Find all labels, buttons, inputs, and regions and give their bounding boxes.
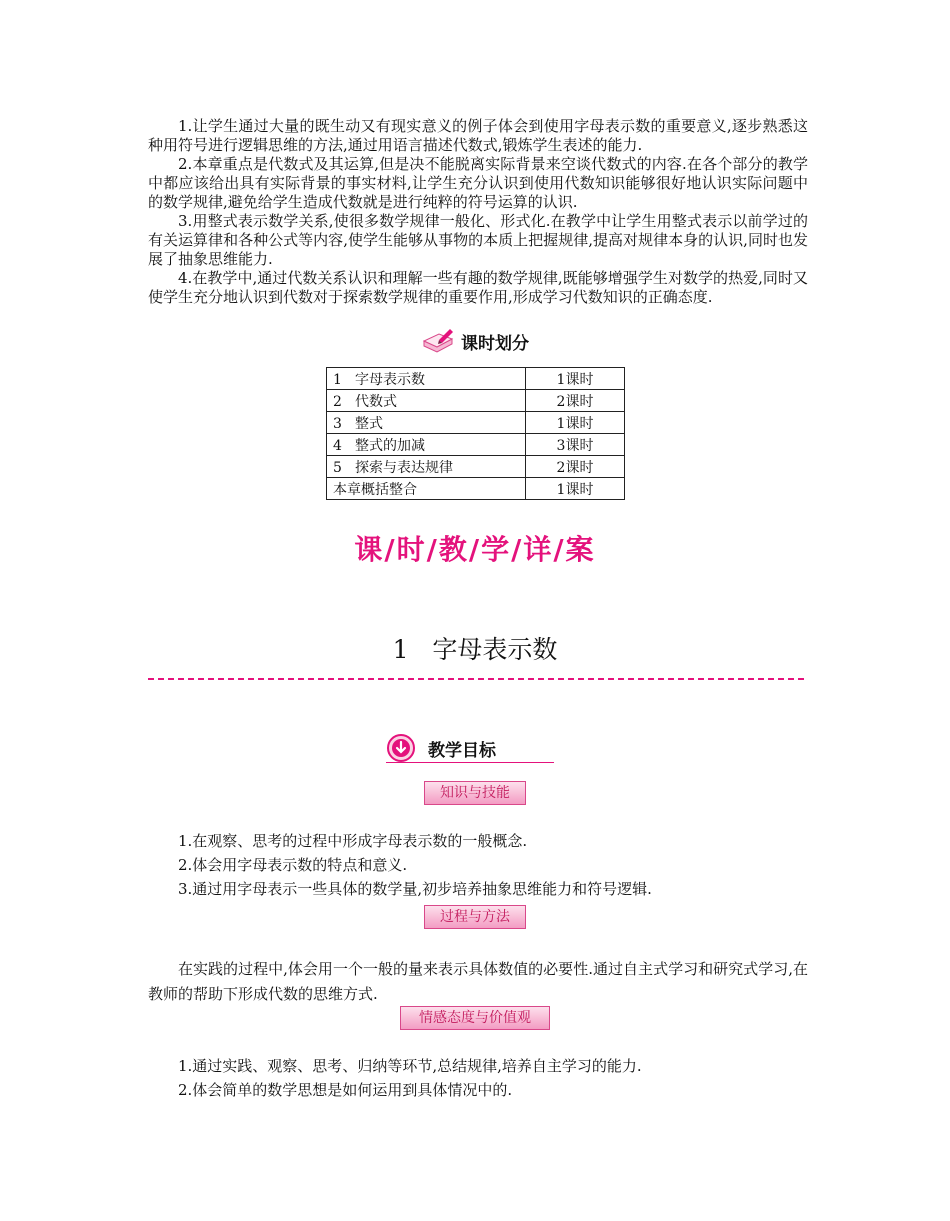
knowledge-skills-tag: 知识与技能: [424, 781, 526, 805]
intro-paragraph: 4.在教学中,通过代数关系认识和理解一些有趣的数学规律,既能够增强学生对数学的热爱,同时又使学生充分地认识到代数对于探索数学规律的重要作用,形成学习代数知识的正确态度.: [148, 269, 808, 306]
lesson-number: 1: [392, 635, 409, 664]
row-hours: 3课时: [526, 434, 625, 456]
emotion-list: [148, 1054, 808, 1102]
table-row: [327, 368, 625, 390]
process-text: [148, 957, 808, 1007]
intro-section: [148, 117, 808, 307]
lesson-plan-banner: 课/时/教/学/详/案: [354, 533, 596, 566]
arrow-down-circle-icon: [386, 733, 416, 763]
row-topic: 本章概括整合: [333, 481, 417, 498]
row-number: 2: [333, 393, 342, 410]
row-hours: 2课时: [526, 456, 625, 478]
book-pencil-icon: [421, 327, 455, 355]
list-item: 2.体会简单的数学思想是如何运用到具体情况中的.: [178, 1081, 513, 1099]
row-topic: 探索与表达规律: [355, 459, 453, 476]
row-hours: 1课时: [526, 412, 625, 434]
table-row: [327, 434, 625, 456]
row-number: 4: [333, 437, 342, 454]
schedule-heading: [0, 327, 950, 355]
process-method-tag: 过程与方法: [424, 905, 526, 929]
list-item: 1.通过实践、观察、思考、归纳等环节,总结规律,培养自主学习的能力.: [178, 1057, 642, 1075]
intro-paragraph: 1.让学生通过大量的既生动又有现实意义的例子体会到使用字母表示数的重要意义,逐步熟悉这种用符号进行逻辑思维的方法,通过用语言描述代数式,锻炼学生表述的能力.: [148, 117, 808, 154]
row-number: 1: [333, 371, 342, 388]
dashed-divider: [148, 678, 804, 680]
schedule-table: [326, 367, 625, 500]
goals-heading-text: 教学目标: [428, 741, 496, 761]
intro-paragraph: 2.本章重点是代数式及其运算,但是决不能脱离实际背景来空谈代数式的内容.在各个部分的教学中都应该给出具有实际背景的事实材料,让学生充分认识到使用代数知识能够很好地认识实际问题中的数学规律,避免给学生造成代数就是进行纯粹的符号运算的认识.: [148, 155, 808, 211]
paragraph: 在实践的过程中,体会用一个一般的量来表示具体数值的必要性.通过自主式学习和研究式学习,在教师的帮助下形成代数的思维方式.: [148, 960, 808, 1003]
row-hours: 1课时: [526, 368, 625, 390]
lesson-name: 字母表示数: [432, 635, 558, 664]
list-item: 2.体会用字母表示数的特点和意义.: [178, 856, 408, 874]
table-row: [327, 478, 625, 500]
row-topic: 整式的加减: [355, 437, 425, 454]
row-topic: 字母表示数: [355, 371, 425, 388]
schedule-heading-text: 课时划分: [461, 333, 529, 354]
knowledge-list: [148, 829, 808, 901]
list-item: 1.在观察、思考的过程中形成字母表示数的一般概念.: [178, 832, 528, 850]
row-hours: 2课时: [526, 390, 625, 412]
table-row: [327, 412, 625, 434]
table-row: [327, 390, 625, 412]
row-hours: 1课时: [526, 478, 625, 500]
row-number: 3: [333, 415, 342, 432]
row-topic: 整式: [355, 415, 383, 432]
intro-paragraph: 3.用整式表示数学关系,使很多数学规律一般化、形式化.在教学中让学生用整式表示以前学过的有关运算律和各种公式等内容,使学生能够从事物的本质上把握规律,提高对规律本身的认识,同时也发展了抽象思维能力.: [148, 212, 808, 268]
table-row: [327, 456, 625, 478]
goals-heading: [386, 736, 554, 763]
row-topic: 代数式: [355, 393, 397, 410]
emotion-values-tag: 情感态度与价值观: [400, 1006, 550, 1030]
lesson-title: [0, 630, 950, 666]
row-number: 5: [333, 459, 342, 476]
list-item: 3.通过用字母表示一些具体的数学量,初步培养抽象思维能力和符号逻辑.: [178, 880, 652, 898]
